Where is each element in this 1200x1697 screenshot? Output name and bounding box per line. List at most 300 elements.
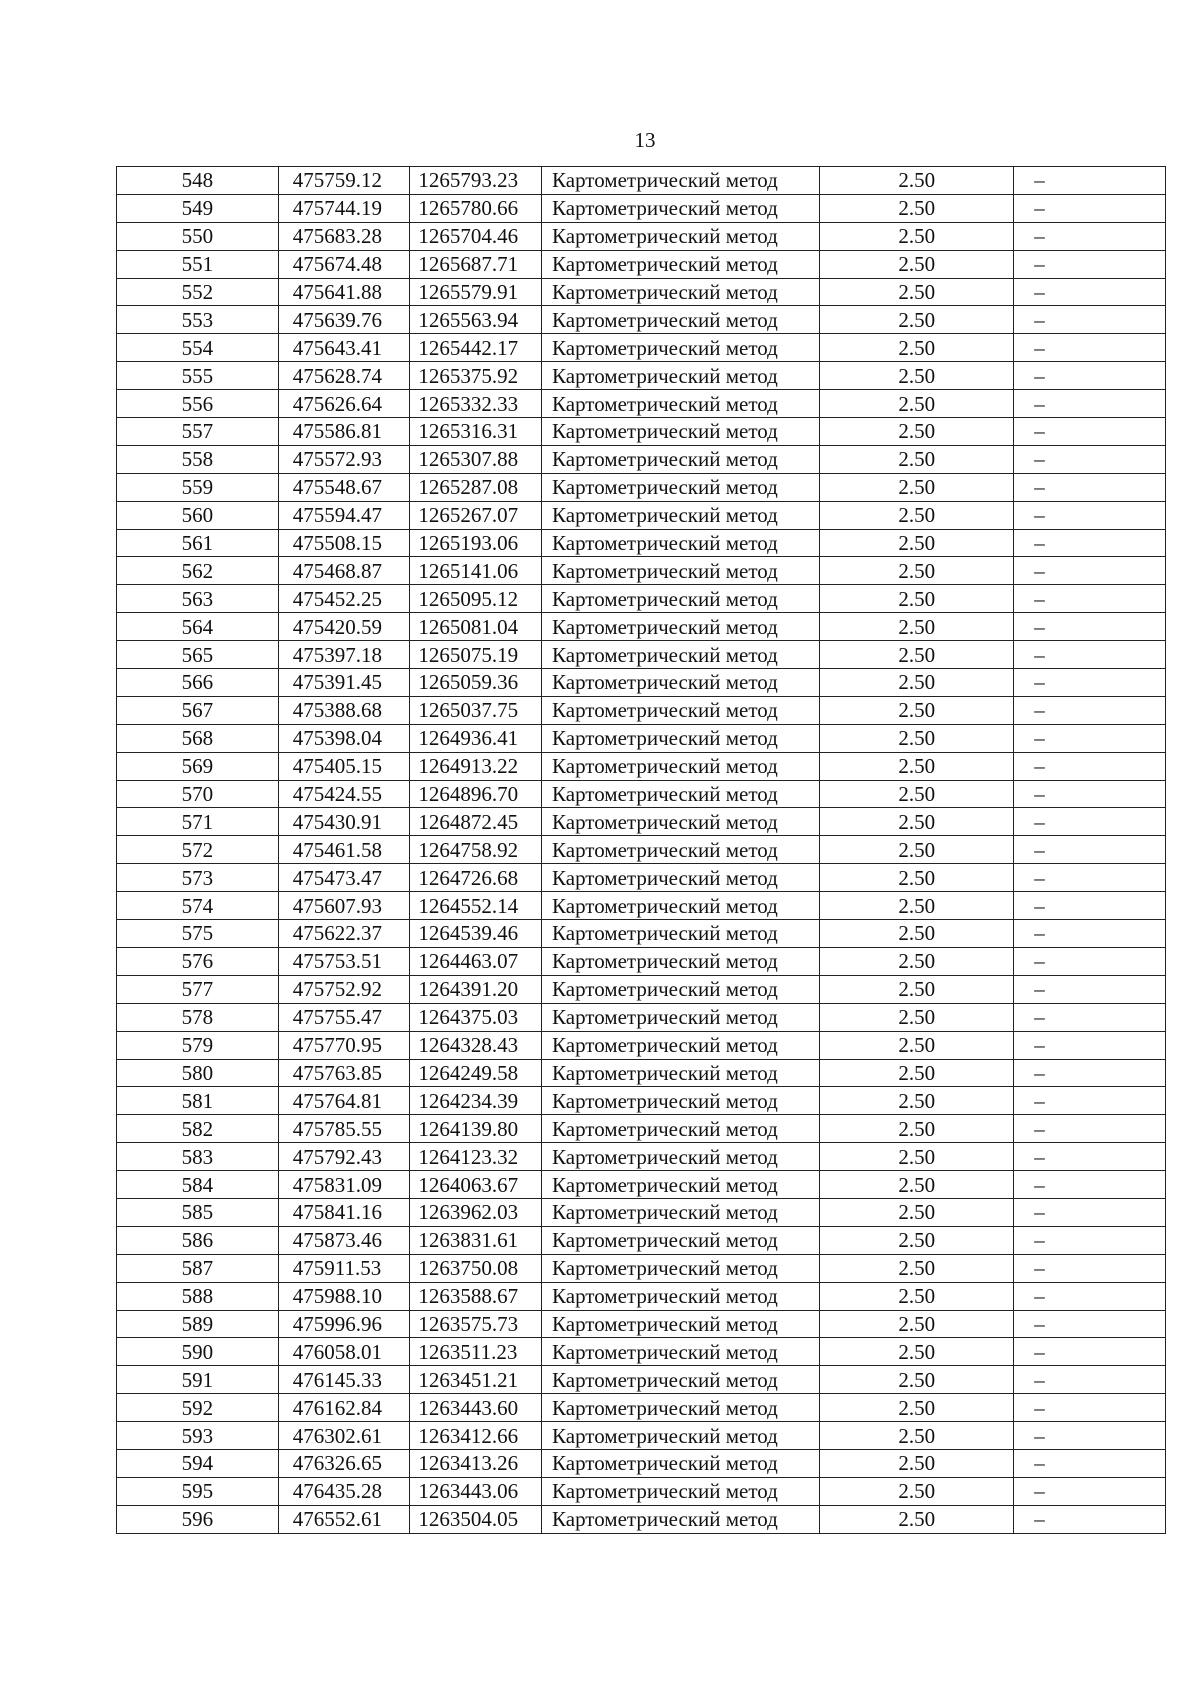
accuracy-cell: 2.50 bbox=[820, 1003, 1014, 1031]
point-number-cell: 565 bbox=[117, 641, 279, 669]
table-row bbox=[117, 1171, 1166, 1199]
note-cell: – bbox=[1014, 1505, 1166, 1533]
note-cell: – bbox=[1014, 1282, 1166, 1310]
method-cell: Картометрический метод bbox=[542, 1505, 820, 1533]
method-cell: Картометрический метод bbox=[542, 724, 820, 752]
table-row bbox=[117, 1477, 1166, 1505]
note-cell: – bbox=[1014, 278, 1166, 306]
method-cell: Картометрический метод bbox=[542, 390, 820, 418]
note-cell: – bbox=[1014, 1031, 1166, 1059]
point-number-cell: 549 bbox=[117, 194, 279, 222]
note-cell: – bbox=[1014, 390, 1166, 418]
note-cell: – bbox=[1014, 250, 1166, 278]
y-coordinate-cell: 1265267.07 bbox=[410, 501, 542, 529]
x-coordinate-cell: 475398.04 bbox=[278, 724, 410, 752]
y-coordinate-cell: 1264552.14 bbox=[410, 892, 542, 920]
y-coordinate-cell: 1265316.31 bbox=[410, 418, 542, 446]
method-cell: Картометрический метод bbox=[542, 1449, 820, 1477]
x-coordinate-cell: 475911.53 bbox=[278, 1254, 410, 1282]
y-coordinate-cell: 1265332.33 bbox=[410, 390, 542, 418]
accuracy-cell: 2.50 bbox=[820, 1198, 1014, 1226]
point-number-cell: 583 bbox=[117, 1143, 279, 1171]
accuracy-cell: 2.50 bbox=[820, 892, 1014, 920]
point-number-cell: 569 bbox=[117, 752, 279, 780]
method-cell: Картометрический метод bbox=[542, 418, 820, 446]
y-coordinate-cell: 1265793.23 bbox=[410, 167, 542, 195]
point-number-cell: 561 bbox=[117, 529, 279, 557]
table-row bbox=[117, 1031, 1166, 1059]
table-row bbox=[117, 1115, 1166, 1143]
note-cell: – bbox=[1014, 585, 1166, 613]
method-cell: Картометрический метод bbox=[542, 641, 820, 669]
note-cell: – bbox=[1014, 1449, 1166, 1477]
point-number-cell: 575 bbox=[117, 920, 279, 948]
method-cell: Картометрический метод bbox=[542, 1282, 820, 1310]
x-coordinate-cell: 475744.19 bbox=[278, 194, 410, 222]
note-cell: – bbox=[1014, 445, 1166, 473]
method-cell: Картометрический метод bbox=[542, 278, 820, 306]
x-coordinate-cell: 475594.47 bbox=[278, 501, 410, 529]
note-cell: – bbox=[1014, 334, 1166, 362]
note-cell: – bbox=[1014, 669, 1166, 697]
point-number-cell: 557 bbox=[117, 418, 279, 446]
table-row bbox=[117, 585, 1166, 613]
point-number-cell: 587 bbox=[117, 1254, 279, 1282]
table-row bbox=[117, 1394, 1166, 1422]
method-cell: Картометрический метод bbox=[542, 864, 820, 892]
method-cell: Картометрический метод bbox=[542, 529, 820, 557]
note-cell: – bbox=[1014, 1310, 1166, 1338]
point-number-cell: 558 bbox=[117, 445, 279, 473]
y-coordinate-cell: 1265375.92 bbox=[410, 362, 542, 390]
y-coordinate-cell: 1265579.91 bbox=[410, 278, 542, 306]
table-row bbox=[117, 362, 1166, 390]
accuracy-cell: 2.50 bbox=[820, 529, 1014, 557]
x-coordinate-cell: 475996.96 bbox=[278, 1310, 410, 1338]
table-row bbox=[117, 641, 1166, 669]
y-coordinate-cell: 1265780.66 bbox=[410, 194, 542, 222]
method-cell: Картометрический метод bbox=[542, 1087, 820, 1115]
table-row bbox=[117, 975, 1166, 1003]
accuracy-cell: 2.50 bbox=[820, 1087, 1014, 1115]
x-coordinate-cell: 475473.47 bbox=[278, 864, 410, 892]
table-row bbox=[117, 501, 1166, 529]
table-row bbox=[117, 167, 1166, 195]
table-row bbox=[117, 1338, 1166, 1366]
accuracy-cell: 2.50 bbox=[820, 334, 1014, 362]
x-coordinate-cell: 475420.59 bbox=[278, 613, 410, 641]
x-coordinate-cell: 475643.41 bbox=[278, 334, 410, 362]
y-coordinate-cell: 1263962.03 bbox=[410, 1198, 542, 1226]
method-cell: Картометрический метод bbox=[542, 613, 820, 641]
method-cell: Картометрический метод bbox=[542, 1143, 820, 1171]
method-cell: Картометрический метод bbox=[542, 1394, 820, 1422]
accuracy-cell: 2.50 bbox=[820, 1143, 1014, 1171]
y-coordinate-cell: 1265075.19 bbox=[410, 641, 542, 669]
accuracy-cell: 2.50 bbox=[820, 613, 1014, 641]
note-cell: – bbox=[1014, 1394, 1166, 1422]
y-coordinate-cell: 1264936.41 bbox=[410, 724, 542, 752]
accuracy-cell: 2.50 bbox=[820, 278, 1014, 306]
point-number-cell: 564 bbox=[117, 613, 279, 641]
method-cell: Картометрический метод bbox=[542, 808, 820, 836]
accuracy-cell: 2.50 bbox=[820, 501, 1014, 529]
x-coordinate-cell: 475391.45 bbox=[278, 669, 410, 697]
note-cell: – bbox=[1014, 1338, 1166, 1366]
y-coordinate-cell: 1263413.26 bbox=[410, 1449, 542, 1477]
note-cell: – bbox=[1014, 306, 1166, 334]
x-coordinate-cell: 475759.12 bbox=[278, 167, 410, 195]
note-cell: – bbox=[1014, 892, 1166, 920]
table-row bbox=[117, 278, 1166, 306]
y-coordinate-cell: 1265442.17 bbox=[410, 334, 542, 362]
method-cell: Картометрический метод bbox=[542, 585, 820, 613]
accuracy-cell: 2.50 bbox=[820, 362, 1014, 390]
method-cell: Картометрический метод bbox=[542, 1059, 820, 1087]
method-cell: Картометрический метод bbox=[542, 892, 820, 920]
note-cell: – bbox=[1014, 1226, 1166, 1254]
y-coordinate-cell: 1265095.12 bbox=[410, 585, 542, 613]
method-cell: Картометрический метод bbox=[542, 501, 820, 529]
note-cell: – bbox=[1014, 501, 1166, 529]
method-cell: Картометрический метод bbox=[542, 557, 820, 585]
accuracy-cell: 2.50 bbox=[820, 1449, 1014, 1477]
point-number-cell: 555 bbox=[117, 362, 279, 390]
method-cell: Картометрический метод bbox=[542, 1310, 820, 1338]
note-cell: – bbox=[1014, 222, 1166, 250]
table-row bbox=[117, 1087, 1166, 1115]
table-row bbox=[117, 418, 1166, 446]
x-coordinate-cell: 475622.37 bbox=[278, 920, 410, 948]
method-cell: Картометрический метод bbox=[542, 1366, 820, 1394]
y-coordinate-cell: 1265563.94 bbox=[410, 306, 542, 334]
table-row bbox=[117, 836, 1166, 864]
x-coordinate-cell: 476058.01 bbox=[278, 1338, 410, 1366]
y-coordinate-cell: 1265193.06 bbox=[410, 529, 542, 557]
note-cell: – bbox=[1014, 1115, 1166, 1143]
accuracy-cell: 2.50 bbox=[820, 1282, 1014, 1310]
note-cell: – bbox=[1014, 947, 1166, 975]
accuracy-cell: 2.50 bbox=[820, 1505, 1014, 1533]
accuracy-cell: 2.50 bbox=[820, 222, 1014, 250]
table-row bbox=[117, 1282, 1166, 1310]
y-coordinate-cell: 1264391.20 bbox=[410, 975, 542, 1003]
y-coordinate-cell: 1265081.04 bbox=[410, 613, 542, 641]
point-number-cell: 570 bbox=[117, 780, 279, 808]
y-coordinate-cell: 1265287.08 bbox=[410, 473, 542, 501]
y-coordinate-cell: 1263451.21 bbox=[410, 1366, 542, 1394]
method-cell: Картометрический метод bbox=[542, 1338, 820, 1366]
page-number: 13 bbox=[634, 128, 656, 152]
note-cell: – bbox=[1014, 473, 1166, 501]
x-coordinate-cell: 475755.47 bbox=[278, 1003, 410, 1031]
method-cell: Картометрический метод bbox=[542, 780, 820, 808]
table-row bbox=[117, 334, 1166, 362]
y-coordinate-cell: 1265687.71 bbox=[410, 250, 542, 278]
accuracy-cell: 2.50 bbox=[820, 557, 1014, 585]
y-coordinate-cell: 1265141.06 bbox=[410, 557, 542, 585]
x-coordinate-cell: 475586.81 bbox=[278, 418, 410, 446]
note-cell: – bbox=[1014, 1422, 1166, 1450]
table-row bbox=[117, 1310, 1166, 1338]
x-coordinate-cell: 475397.18 bbox=[278, 641, 410, 669]
y-coordinate-cell: 1264063.67 bbox=[410, 1171, 542, 1199]
note-cell: – bbox=[1014, 1059, 1166, 1087]
method-cell: Картометрический метод bbox=[542, 947, 820, 975]
accuracy-cell: 2.50 bbox=[820, 306, 1014, 334]
y-coordinate-cell: 1264139.80 bbox=[410, 1115, 542, 1143]
point-number-cell: 562 bbox=[117, 557, 279, 585]
point-number-cell: 580 bbox=[117, 1059, 279, 1087]
x-coordinate-cell: 475841.16 bbox=[278, 1198, 410, 1226]
note-cell: – bbox=[1014, 1143, 1166, 1171]
x-coordinate-cell: 475639.76 bbox=[278, 306, 410, 334]
x-coordinate-cell: 475452.25 bbox=[278, 585, 410, 613]
accuracy-cell: 2.50 bbox=[820, 1338, 1014, 1366]
method-cell: Картометрический метод bbox=[542, 194, 820, 222]
y-coordinate-cell: 1265307.88 bbox=[410, 445, 542, 473]
table-row bbox=[117, 947, 1166, 975]
method-cell: Картометрический метод bbox=[542, 362, 820, 390]
x-coordinate-cell: 475674.48 bbox=[278, 250, 410, 278]
accuracy-cell: 2.50 bbox=[820, 1031, 1014, 1059]
method-cell: Картометрический метод bbox=[542, 306, 820, 334]
note-cell: – bbox=[1014, 418, 1166, 446]
table-row bbox=[117, 613, 1166, 641]
method-cell: Картометрический метод bbox=[542, 975, 820, 1003]
y-coordinate-cell: 1265037.75 bbox=[410, 696, 542, 724]
point-number-cell: 571 bbox=[117, 808, 279, 836]
note-cell: – bbox=[1014, 641, 1166, 669]
note-cell: – bbox=[1014, 975, 1166, 1003]
point-number-cell: 559 bbox=[117, 473, 279, 501]
y-coordinate-cell: 1264123.32 bbox=[410, 1143, 542, 1171]
x-coordinate-cell: 475508.15 bbox=[278, 529, 410, 557]
accuracy-cell: 2.50 bbox=[820, 473, 1014, 501]
point-number-cell: 592 bbox=[117, 1394, 279, 1422]
y-coordinate-cell: 1264234.39 bbox=[410, 1087, 542, 1115]
table-row bbox=[117, 669, 1166, 697]
table-row bbox=[117, 1198, 1166, 1226]
y-coordinate-cell: 1263575.73 bbox=[410, 1310, 542, 1338]
point-number-cell: 566 bbox=[117, 669, 279, 697]
point-number-cell: 553 bbox=[117, 306, 279, 334]
point-number-cell: 572 bbox=[117, 836, 279, 864]
accuracy-cell: 2.50 bbox=[820, 669, 1014, 697]
point-number-cell: 594 bbox=[117, 1449, 279, 1477]
y-coordinate-cell: 1263443.06 bbox=[410, 1477, 542, 1505]
x-coordinate-cell: 475873.46 bbox=[278, 1226, 410, 1254]
method-cell: Картометрический метод bbox=[542, 1003, 820, 1031]
table-row bbox=[117, 864, 1166, 892]
table-row bbox=[117, 1366, 1166, 1394]
x-coordinate-cell: 475764.81 bbox=[278, 1087, 410, 1115]
note-cell: – bbox=[1014, 724, 1166, 752]
table-row bbox=[117, 1059, 1166, 1087]
point-number-cell: 588 bbox=[117, 1282, 279, 1310]
x-coordinate-cell: 475831.09 bbox=[278, 1171, 410, 1199]
table-row bbox=[117, 1226, 1166, 1254]
method-cell: Картометрический метод bbox=[542, 836, 820, 864]
point-number-cell: 581 bbox=[117, 1087, 279, 1115]
x-coordinate-cell: 475763.85 bbox=[278, 1059, 410, 1087]
method-cell: Картометрический метод bbox=[542, 1226, 820, 1254]
method-cell: Картометрический метод bbox=[542, 473, 820, 501]
table-row bbox=[117, 920, 1166, 948]
accuracy-cell: 2.50 bbox=[820, 1115, 1014, 1143]
note-cell: – bbox=[1014, 808, 1166, 836]
table-row bbox=[117, 473, 1166, 501]
point-number-cell: 576 bbox=[117, 947, 279, 975]
accuracy-cell: 2.50 bbox=[820, 1059, 1014, 1087]
accuracy-cell: 2.50 bbox=[820, 250, 1014, 278]
note-cell: – bbox=[1014, 1198, 1166, 1226]
x-coordinate-cell: 475405.15 bbox=[278, 752, 410, 780]
note-cell: – bbox=[1014, 1003, 1166, 1031]
x-coordinate-cell: 475641.88 bbox=[278, 278, 410, 306]
table-row bbox=[117, 306, 1166, 334]
y-coordinate-cell: 1263412.66 bbox=[410, 1422, 542, 1450]
x-coordinate-cell: 475388.68 bbox=[278, 696, 410, 724]
x-coordinate-cell: 475607.93 bbox=[278, 892, 410, 920]
x-coordinate-cell: 475468.87 bbox=[278, 557, 410, 585]
table-row bbox=[117, 724, 1166, 752]
note-cell: – bbox=[1014, 1254, 1166, 1282]
point-number-cell: 548 bbox=[117, 167, 279, 195]
table-row bbox=[117, 892, 1166, 920]
x-coordinate-cell: 475792.43 bbox=[278, 1143, 410, 1171]
x-coordinate-cell: 475785.55 bbox=[278, 1115, 410, 1143]
point-number-cell: 554 bbox=[117, 334, 279, 362]
accuracy-cell: 2.50 bbox=[820, 390, 1014, 418]
table-row bbox=[117, 1003, 1166, 1031]
note-cell: – bbox=[1014, 557, 1166, 585]
point-number-cell: 577 bbox=[117, 975, 279, 1003]
note-cell: – bbox=[1014, 1087, 1166, 1115]
coordinates-table bbox=[116, 166, 1166, 1534]
accuracy-cell: 2.50 bbox=[820, 780, 1014, 808]
x-coordinate-cell: 476326.65 bbox=[278, 1449, 410, 1477]
point-number-cell: 579 bbox=[117, 1031, 279, 1059]
point-number-cell: 584 bbox=[117, 1171, 279, 1199]
point-number-cell: 573 bbox=[117, 864, 279, 892]
method-cell: Картометрический метод bbox=[542, 1198, 820, 1226]
y-coordinate-cell: 1263504.05 bbox=[410, 1505, 542, 1533]
accuracy-cell: 2.50 bbox=[820, 194, 1014, 222]
method-cell: Картометрический метод bbox=[542, 1254, 820, 1282]
y-coordinate-cell: 1264375.03 bbox=[410, 1003, 542, 1031]
note-cell: – bbox=[1014, 836, 1166, 864]
point-number-cell: 582 bbox=[117, 1115, 279, 1143]
accuracy-cell: 2.50 bbox=[820, 920, 1014, 948]
y-coordinate-cell: 1263831.61 bbox=[410, 1226, 542, 1254]
table-row bbox=[117, 1422, 1166, 1450]
table-row bbox=[117, 1449, 1166, 1477]
note-cell: – bbox=[1014, 1171, 1166, 1199]
x-coordinate-cell: 476435.28 bbox=[278, 1477, 410, 1505]
x-coordinate-cell: 475430.91 bbox=[278, 808, 410, 836]
table-row bbox=[117, 445, 1166, 473]
note-cell: – bbox=[1014, 613, 1166, 641]
x-coordinate-cell: 475461.58 bbox=[278, 836, 410, 864]
y-coordinate-cell: 1264539.46 bbox=[410, 920, 542, 948]
y-coordinate-cell: 1263588.67 bbox=[410, 1282, 542, 1310]
method-cell: Картометрический метод bbox=[542, 250, 820, 278]
accuracy-cell: 2.50 bbox=[820, 1422, 1014, 1450]
table-row bbox=[117, 250, 1166, 278]
accuracy-cell: 2.50 bbox=[820, 1310, 1014, 1338]
method-cell: Картометрический метод bbox=[542, 167, 820, 195]
accuracy-cell: 2.50 bbox=[820, 641, 1014, 669]
note-cell: – bbox=[1014, 362, 1166, 390]
accuracy-cell: 2.50 bbox=[820, 585, 1014, 613]
x-coordinate-cell: 475683.28 bbox=[278, 222, 410, 250]
accuracy-cell: 2.50 bbox=[820, 1254, 1014, 1282]
x-coordinate-cell: 475424.55 bbox=[278, 780, 410, 808]
method-cell: Картометрический метод bbox=[542, 669, 820, 697]
accuracy-cell: 2.50 bbox=[820, 724, 1014, 752]
table-row bbox=[117, 390, 1166, 418]
y-coordinate-cell: 1264913.22 bbox=[410, 752, 542, 780]
accuracy-cell: 2.50 bbox=[820, 1477, 1014, 1505]
point-number-cell: 574 bbox=[117, 892, 279, 920]
x-coordinate-cell: 476162.84 bbox=[278, 1394, 410, 1422]
accuracy-cell: 2.50 bbox=[820, 752, 1014, 780]
point-number-cell: 593 bbox=[117, 1422, 279, 1450]
point-number-cell: 586 bbox=[117, 1226, 279, 1254]
y-coordinate-cell: 1264758.92 bbox=[410, 836, 542, 864]
note-cell: – bbox=[1014, 529, 1166, 557]
table-body bbox=[117, 167, 1166, 1534]
point-number-cell: 560 bbox=[117, 501, 279, 529]
method-cell: Картометрический метод bbox=[542, 1171, 820, 1199]
point-number-cell: 591 bbox=[117, 1366, 279, 1394]
method-cell: Картометрический метод bbox=[542, 445, 820, 473]
y-coordinate-cell: 1263750.08 bbox=[410, 1254, 542, 1282]
y-coordinate-cell: 1263511.23 bbox=[410, 1338, 542, 1366]
point-number-cell: 589 bbox=[117, 1310, 279, 1338]
method-cell: Картометрический метод bbox=[542, 696, 820, 724]
x-coordinate-cell: 475752.92 bbox=[278, 975, 410, 1003]
note-cell: – bbox=[1014, 752, 1166, 780]
accuracy-cell: 2.50 bbox=[820, 696, 1014, 724]
method-cell: Картометрический метод bbox=[542, 1422, 820, 1450]
table-row bbox=[117, 780, 1166, 808]
point-number-cell: 585 bbox=[117, 1198, 279, 1226]
table-row bbox=[117, 222, 1166, 250]
accuracy-cell: 2.50 bbox=[820, 167, 1014, 195]
x-coordinate-cell: 475548.67 bbox=[278, 473, 410, 501]
x-coordinate-cell: 475626.64 bbox=[278, 390, 410, 418]
x-coordinate-cell: 475753.51 bbox=[278, 947, 410, 975]
table-row bbox=[117, 529, 1166, 557]
table-row bbox=[117, 1505, 1166, 1533]
method-cell: Картометрический метод bbox=[542, 1115, 820, 1143]
table-row bbox=[117, 752, 1166, 780]
point-number-cell: 551 bbox=[117, 250, 279, 278]
accuracy-cell: 2.50 bbox=[820, 1366, 1014, 1394]
method-cell: Картометрический метод bbox=[542, 920, 820, 948]
y-coordinate-cell: 1264872.45 bbox=[410, 808, 542, 836]
method-cell: Картометрический метод bbox=[542, 1031, 820, 1059]
accuracy-cell: 2.50 bbox=[820, 864, 1014, 892]
x-coordinate-cell: 475572.93 bbox=[278, 445, 410, 473]
point-number-cell: 567 bbox=[117, 696, 279, 724]
method-cell: Картометрический метод bbox=[542, 1477, 820, 1505]
point-number-cell: 596 bbox=[117, 1505, 279, 1533]
note-cell: – bbox=[1014, 864, 1166, 892]
note-cell: – bbox=[1014, 1477, 1166, 1505]
